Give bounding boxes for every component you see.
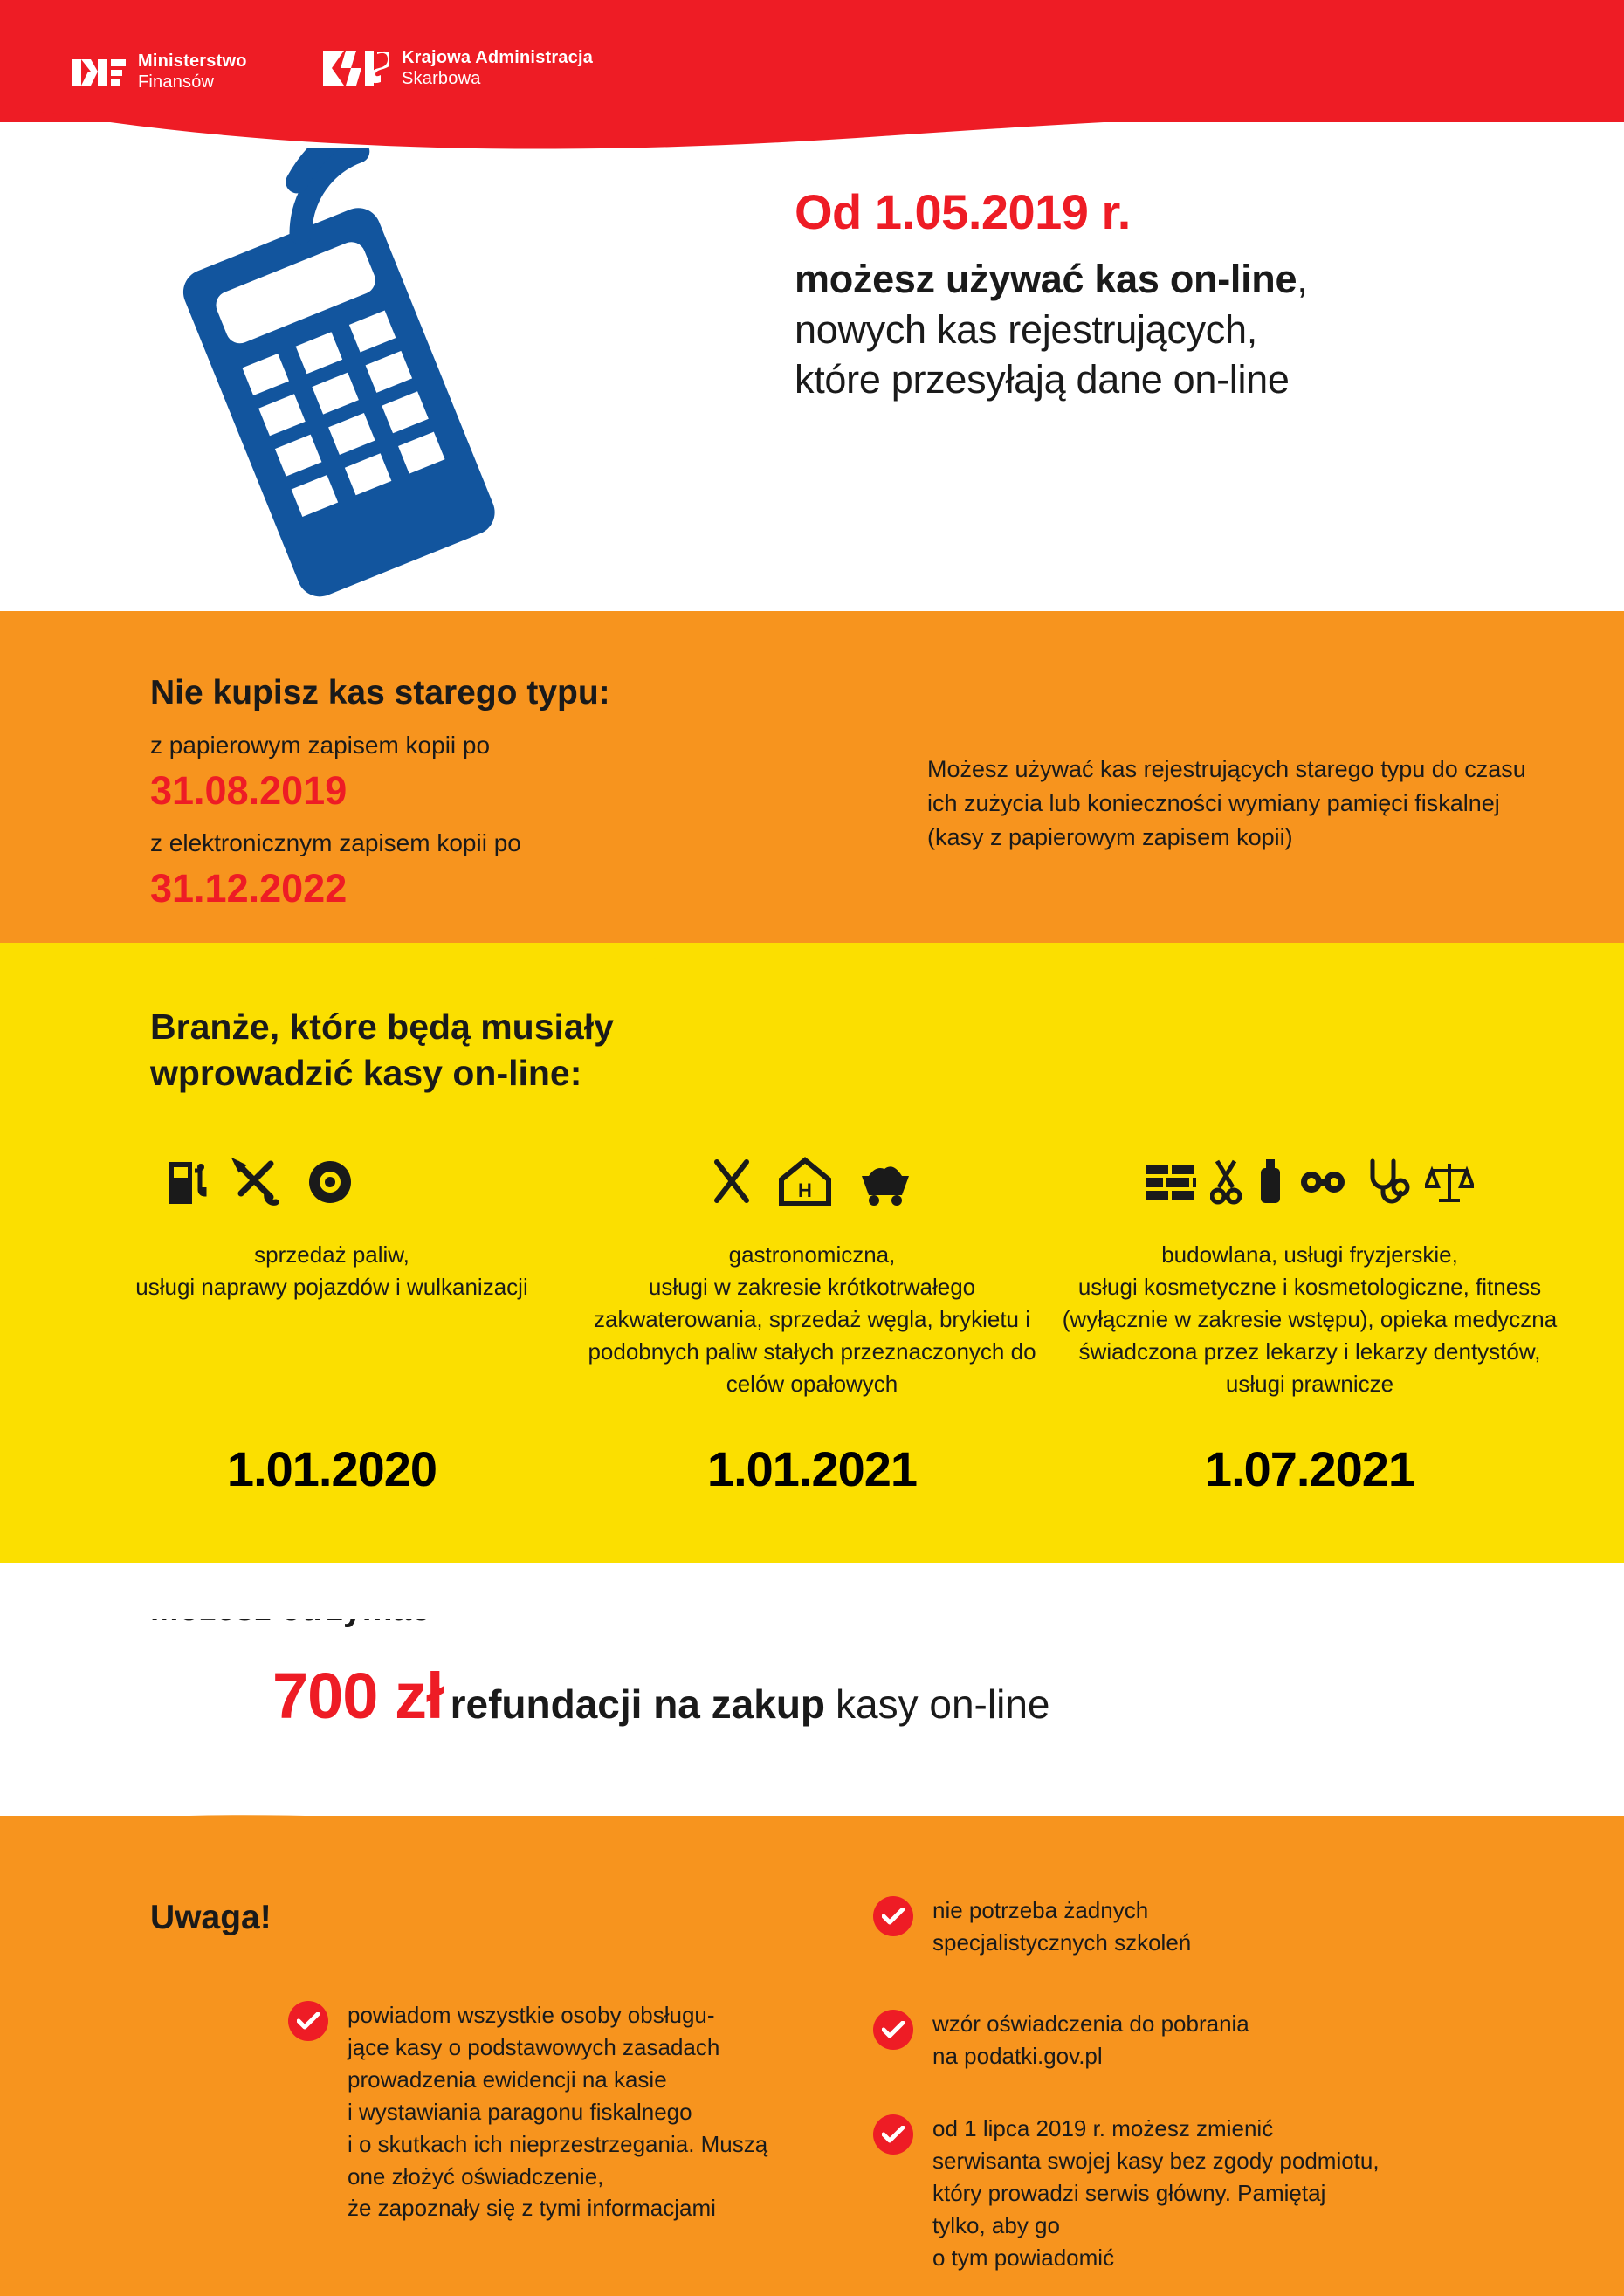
notice-bullet-right-3-text: od 1 lipca 2019 r. możesz zmienić serwisanta swojej kasy bez zgody podmiotu, który prowadzi serwis główny. Pamiętaj tylko, aby go o tym powiadomić (932, 2115, 1380, 2271)
branch-column-2-description: gastronomiczna, usługi w zakresie krótkotrwałego zakwaterowania, sprzedaż węgla, brykietu i podobnych paliw stałych przeznaczonych do celów opałowych (588, 1241, 1036, 1397)
old-registers-date-1: 31.08.2019 (150, 768, 348, 813)
old-registers-date-2: 31.12.2022 (150, 866, 348, 911)
cosmetics-tube-icon (1256, 1158, 1285, 1206)
old-registers-note: Możesz używać kas rejestrujących starego typu do czasu ich zużycia lub konieczności wymiany pamięci fiskalnej (kasy z papierowym zapisem kopii) (927, 756, 1526, 851)
wave-divider-white-top (0, 1550, 1624, 1619)
header-wave-divider (0, 105, 1624, 166)
brick-wall-icon (1146, 1163, 1196, 1201)
notice-section (0, 1816, 1624, 2296)
branch-dates-row (0, 1440, 1624, 1510)
branches-title-line-1: Branże, które będą musiały (150, 1007, 614, 1047)
notice-title: Uwaga! (150, 1899, 272, 1936)
notice-bullet-right-1 (873, 1894, 1362, 1959)
logo-mf-line1: Ministerstwo (138, 52, 247, 71)
notice-bullet-right-2 (873, 2008, 1362, 2073)
old-registers-title: Nie kupisz kas starego typu: (150, 674, 610, 711)
branch-column-3-description: budowlana, usługi fryzjerskie, usługi kosmetyczne i kosmetologiczne, fitness (wyłącznie w zakresie wstępu), opieka medyczna świadczona przez lekarzy i lekarzy dentystów, usługi prawnicze (1062, 1241, 1558, 1397)
cash-register-online-icon (96, 148, 568, 611)
cutlery-icon (708, 1157, 755, 1207)
branches-title-line-2: wprowadzić kasy on-line: (150, 1053, 582, 1094)
branch-column-1-description: sprzedaż paliw, usługi naprawy pojazdów i wulkanizacji (135, 1241, 528, 1300)
refund-amount: 700 zł (272, 1660, 444, 1732)
stethoscope-icon (1366, 1158, 1411, 1206)
check-icon (873, 1896, 913, 1936)
scales-of-justice-icon (1425, 1158, 1474, 1206)
check-icon (288, 2001, 328, 2041)
hero-line-1-rest: , (1297, 257, 1308, 301)
logo-ministerstwo-finansow (72, 51, 247, 93)
branch-column-2-date: 1.01.2021 (706, 1441, 918, 1496)
hero-text-block (795, 183, 1554, 405)
wave-divider-yellow-top (0, 932, 1624, 1002)
logo-krajowa-administracja-skarbowa (323, 45, 593, 91)
refund-light-text: kasy on-line (836, 1681, 1050, 1727)
notice-bullet-right-2-text: wzór oświadczenia do pobrania na podatki.gov.pl (932, 2011, 1249, 2069)
fuel-pump-icon (166, 1157, 208, 1207)
wave-divider-orange-top (0, 602, 1624, 663)
hero-section (0, 122, 1624, 629)
notice-bullet-left-1 (288, 1999, 777, 2224)
branch-column-3-date: 1.07.2021 (1204, 1441, 1415, 1496)
refund-strong-text: refundacji na zakup (450, 1681, 826, 1727)
notice-bullet-right-3 (873, 2113, 1380, 2274)
hero-line-1 (795, 254, 1554, 305)
check-icon (873, 2010, 913, 2050)
notice-bullet-left-1-text: powiadom wszystkie osoby obsługu- jące kasy o podstawowych zasadach prowadzenia ewidencji na kasie i wystawiania paragonu fiskalnego i o skutkach ich nieprzestrzegania. Muszą one złożyć oświadczenie, że zapoznały się z tymi informacjami (348, 2002, 768, 2222)
scissors-icon (1210, 1158, 1242, 1206)
svg-text:H: H (798, 1179, 812, 1201)
branches-title (150, 1004, 614, 1097)
branch-column-2-icons (576, 1148, 1048, 1216)
branch-column-1-date: 1.01.2020 (226, 1441, 437, 1496)
branch-column-2 (576, 1148, 1048, 1400)
coal-wagon-icon (855, 1157, 916, 1207)
hotel-icon (778, 1157, 832, 1207)
branch-column-3 (1061, 1148, 1559, 1400)
branch-column-1-icons (114, 1148, 550, 1216)
wave-divider-orange2-top (0, 1800, 1624, 1870)
notice-bullet-right-1-text: nie potrzeba żadnych specjalistycznych szkoleń (932, 1897, 1192, 1956)
hero-line-1-strong: możesz używać kas on-line (795, 257, 1297, 301)
hero-line-3: które przesyłają dane on-line (795, 357, 1290, 402)
old-registers-sub-1: z papierowym zapisem kopii po (150, 732, 491, 759)
check-icon (873, 2114, 913, 2155)
branch-column-3-icons (1061, 1148, 1559, 1216)
logo-kas-line1: Krajowa Administracja (402, 48, 594, 67)
old-registers-sub-2: z elektronicznym zapisem kopii po (150, 829, 521, 856)
kas-emblem-icon (323, 45, 389, 91)
fitness-icon (1299, 1160, 1352, 1204)
tire-icon (306, 1158, 354, 1206)
logo-ministerstwo-finansow-text (138, 51, 247, 93)
mf-emblem-icon (72, 52, 126, 91)
logo-kas-line2: Skarbowa (402, 69, 481, 88)
hero-line-2: nowych kas rejestrujących, (795, 306, 1257, 352)
hero-date: Od 1.05.2019 r. (795, 184, 1131, 239)
branch-column-1 (114, 1148, 550, 1303)
refund-amount-row (272, 1659, 1049, 1733)
logo-mf-line2: Finansów (138, 72, 215, 92)
logo-kas-text (402, 47, 593, 89)
wrench-tools-icon (231, 1157, 283, 1207)
